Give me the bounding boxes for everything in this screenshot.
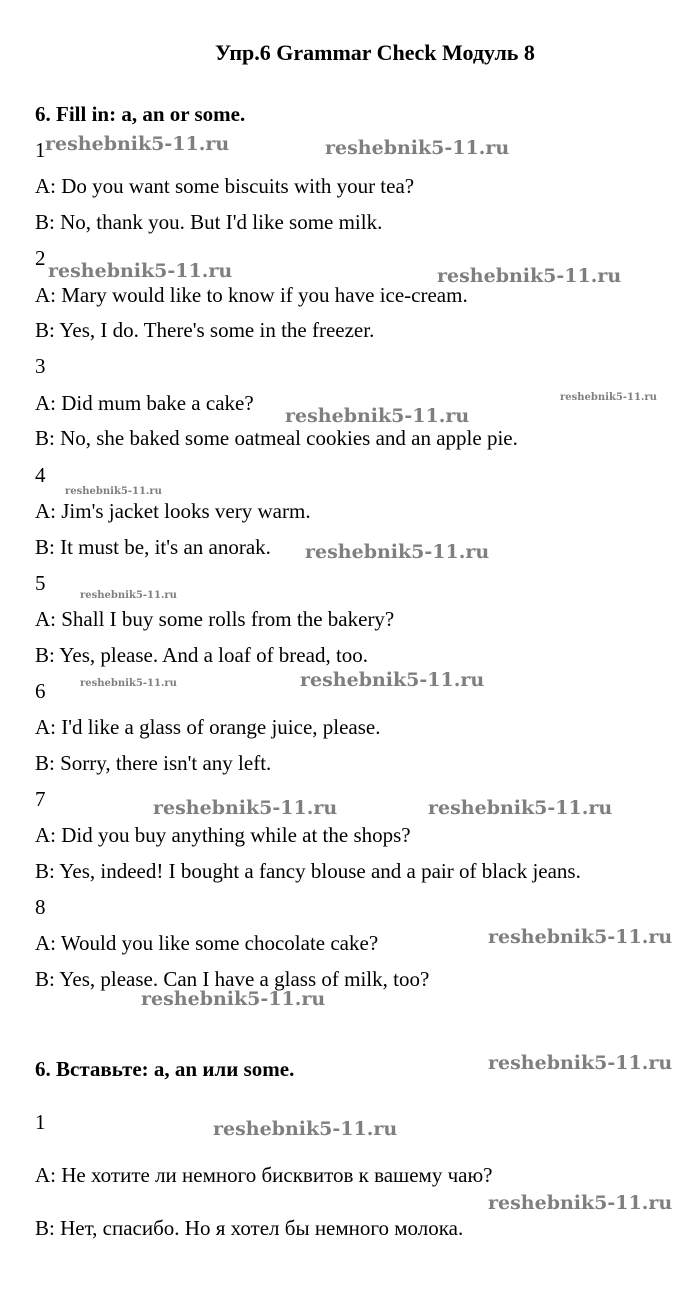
watermark: reshebnik5-11.ru (428, 797, 613, 819)
item-line-b: B: No, she baked some oatmeal cookies and an apple pie. (35, 426, 518, 450)
watermark: reshebnik5-11.ru (285, 405, 470, 427)
item-line-b: B: Yes, indeed! I bought a fancy blouse and a pair of black jeans. (35, 859, 581, 883)
item-line-a: A: Jim's jacket looks very warm. (35, 499, 311, 523)
item-line-a: A: Would you like some chocolate cake? (35, 931, 379, 955)
task-heading-en: 6. Fill in: a, an or some. (35, 102, 246, 126)
item-line-b: B: It must be, it's an anorak. (35, 535, 271, 559)
task-heading-ru: 6. Вставьте: a, an или some. (35, 1057, 295, 1081)
item-number: 3 (35, 354, 46, 378)
item-number: 8 (35, 895, 46, 919)
watermark: reshebnik5-11.ru (488, 1192, 673, 1214)
item-line-a: A: Mary would like to know if you have ice-cream. (35, 283, 468, 307)
item-number: 5 (35, 571, 46, 595)
item-number: 7 (35, 787, 46, 811)
watermark: reshebnik5-11.ru (560, 392, 657, 403)
item-line-a: A: I'd like a glass of orange juice, please. (35, 715, 381, 739)
watermark: reshebnik5-11.ru (488, 1052, 673, 1074)
item-line-a: A: Do you want some biscuits with your tea? (35, 174, 415, 198)
item-number: 4 (35, 463, 46, 487)
item-number: 1 (35, 138, 46, 162)
item-line-a: A: Shall I buy some rolls from the bakery? (35, 607, 395, 631)
item-number: 1 (35, 1110, 46, 1134)
item-line-b: B: No, thank you. But I'd like some milk. (35, 210, 383, 234)
item-line-a: A: Did you buy anything while at the shops? (35, 823, 411, 847)
watermark: reshebnik5-11.ru (48, 260, 233, 282)
item-line-b: B: Yes, please. And a loaf of bread, too. (35, 643, 369, 667)
item-line-a: A: Не хотите ли немного бисквитов к вашему чаю? (35, 1163, 493, 1187)
watermark: reshebnik5-11.ru (488, 926, 673, 948)
watermark: reshebnik5-11.ru (325, 137, 510, 159)
watermark: reshebnik5-11.ru (65, 486, 162, 497)
page-title: Упр.6 Grammar Check Модуль 8 (215, 40, 535, 65)
watermark: reshebnik5-11.ru (300, 669, 485, 691)
item-line-b: B: Yes, please. Can I have a glass of milk, too? (35, 967, 430, 991)
item-number: 2 (35, 246, 46, 270)
watermark: reshebnik5-11.ru (437, 265, 622, 287)
watermark: reshebnik5-11.ru (213, 1118, 398, 1140)
item-line-a: A: Did mum bake a cake? (35, 391, 254, 415)
item-line-b: B: Нет, спасибо. Но я хотел бы немного молока. (35, 1216, 464, 1240)
watermark: reshebnik5-11.ru (80, 590, 177, 601)
watermark: reshebnik5-11.ru (153, 797, 338, 819)
watermark: reshebnik5-11.ru (141, 988, 326, 1010)
item-line-b: B: Yes, I do. There's some in the freezer. (35, 318, 375, 342)
item-number: 6 (35, 679, 46, 703)
watermark: reshebnik5-11.ru (305, 541, 490, 563)
watermark: reshebnik5-11.ru (45, 133, 230, 155)
item-line-b: B: Sorry, there isn't any left. (35, 751, 272, 775)
watermark: reshebnik5-11.ru (80, 678, 177, 689)
